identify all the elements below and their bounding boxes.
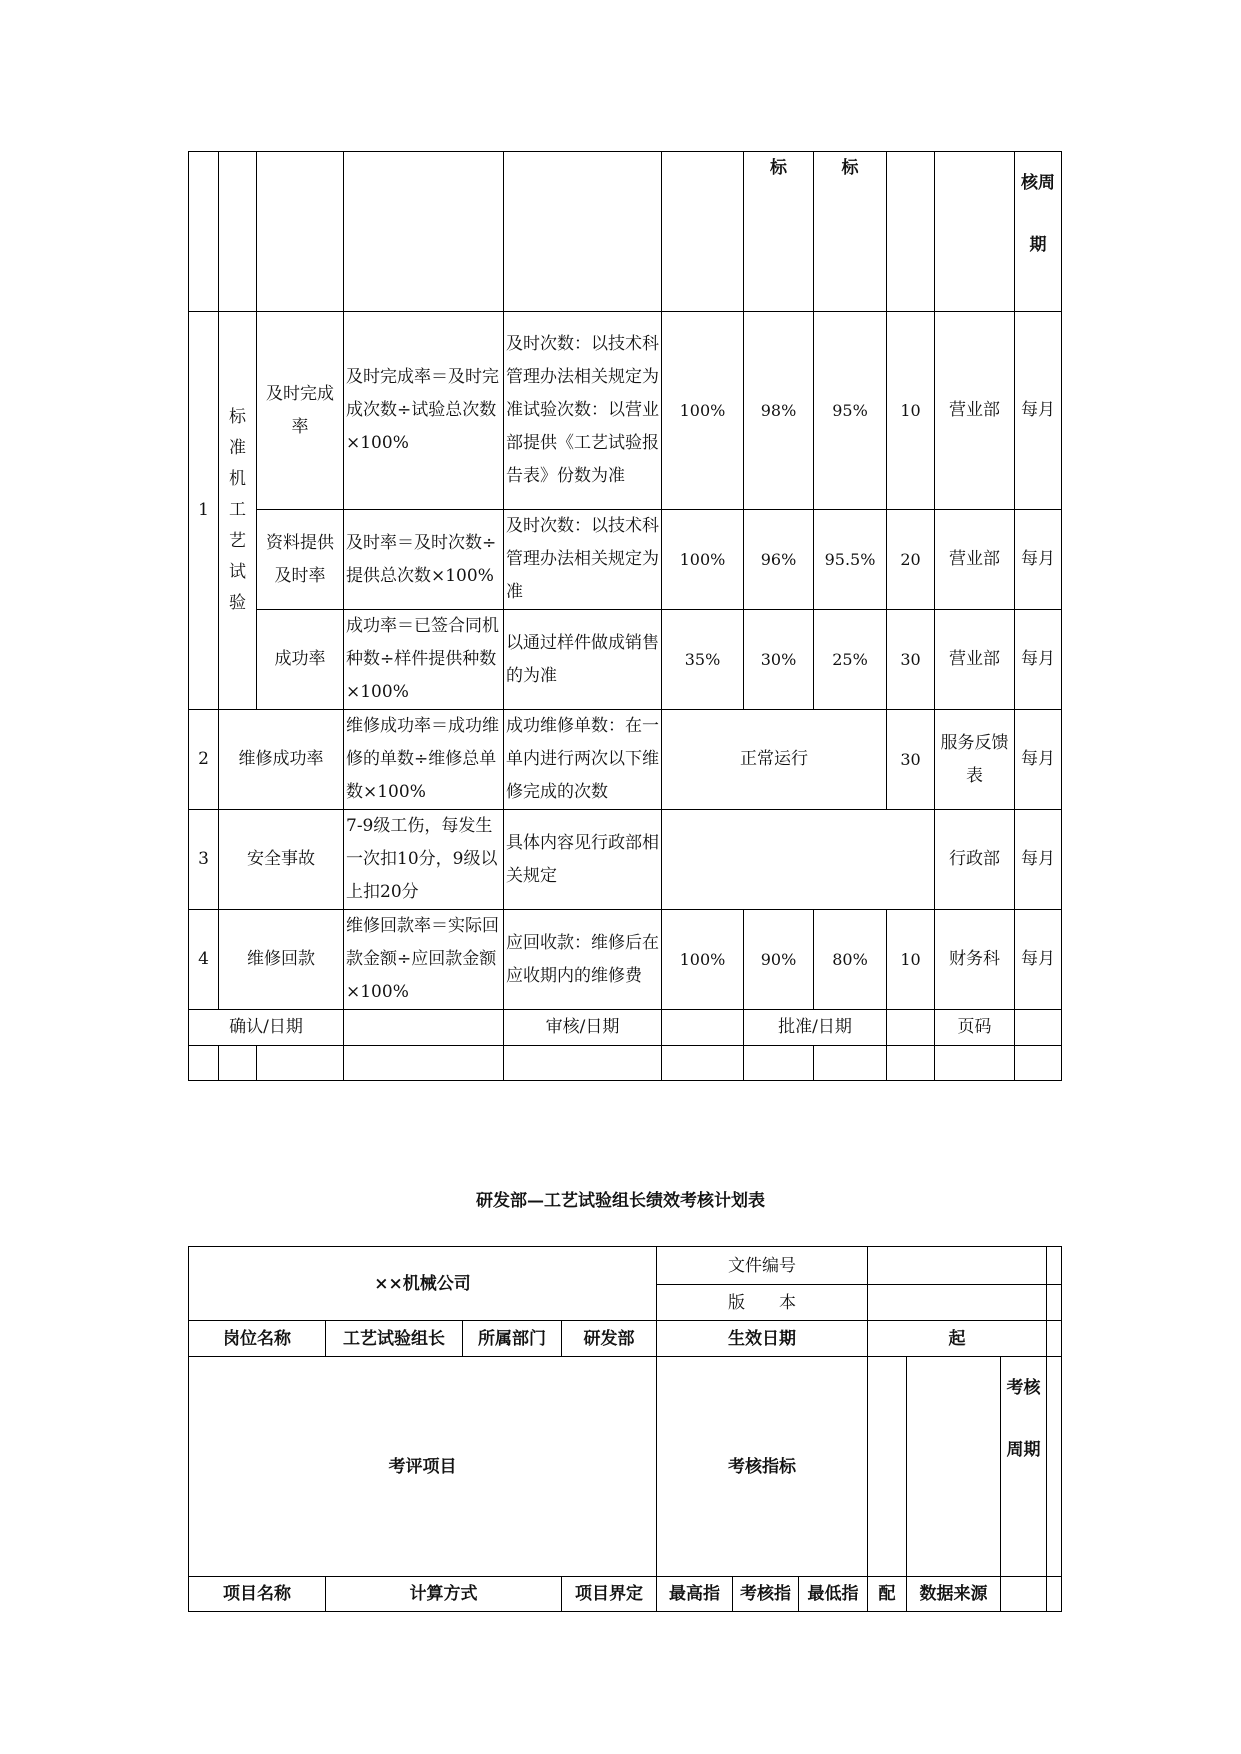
- version-value: [868, 1285, 1047, 1321]
- header-cell: [935, 152, 1015, 312]
- target-indicator: 90%: [744, 910, 814, 1010]
- review-date-label: 审核/日期: [504, 1010, 662, 1046]
- doc-number-label: 文件编号: [657, 1247, 868, 1285]
- row-number: 1: [189, 312, 219, 710]
- data-source: 财务科: [935, 910, 1015, 1010]
- edge-cell: [1047, 1321, 1062, 1357]
- edge-cell: [1047, 1577, 1062, 1612]
- period: 每月: [1015, 910, 1062, 1010]
- signature-cell: [814, 1046, 887, 1081]
- weight-header: [868, 1357, 907, 1577]
- header-cell: [344, 152, 504, 312]
- weight: 20: [887, 510, 935, 610]
- calc-formula: 7-9级工伤，每发生一次扣10分，9级以上扣20分: [344, 810, 504, 910]
- sub-header-target: 考核指: [733, 1577, 799, 1612]
- header-period-label: 核周期: [1015, 152, 1062, 312]
- data-source: 营业部: [935, 510, 1015, 610]
- weight: 10: [887, 312, 935, 510]
- period: 每月: [1015, 810, 1062, 910]
- min-indicator: 80%: [814, 910, 887, 1010]
- indicator-note: 正常运行: [662, 710, 887, 810]
- edge-cell: [1047, 1285, 1062, 1321]
- signature-cell: [189, 1046, 219, 1081]
- header-cell: [219, 152, 257, 312]
- weight: 30: [887, 610, 935, 710]
- approve-date-value: [887, 1010, 935, 1046]
- sub-header-definition: 项目界定: [562, 1577, 657, 1612]
- company-name: ××机械公司: [189, 1247, 657, 1321]
- header-min-label: 标: [814, 152, 887, 312]
- effective-date-value: 起: [868, 1321, 1047, 1357]
- page-label: 页码: [935, 1010, 1015, 1046]
- kpi-plan-table: [188, 1246, 1062, 1612]
- signature-cell: [344, 1046, 504, 1081]
- signature-cell: [744, 1046, 814, 1081]
- position-value: 工艺试验组长: [326, 1321, 463, 1357]
- signature-cell: [1015, 1046, 1062, 1081]
- max-indicator: 100%: [662, 510, 744, 610]
- header-cell: [504, 152, 662, 312]
- row-number: 3: [189, 810, 219, 910]
- data-source: 行政部: [935, 810, 1015, 910]
- header-cell: [887, 152, 935, 312]
- department-value: 研发部: [562, 1321, 657, 1357]
- signature-cell: [935, 1046, 1015, 1081]
- period: 每月: [1015, 610, 1062, 710]
- min-indicator: 25%: [814, 610, 887, 710]
- sub-header-name: 项目名称: [189, 1577, 326, 1612]
- edge-cell: [1047, 1247, 1062, 1285]
- target-indicator: 30%: [744, 610, 814, 710]
- max-indicator: 100%: [662, 910, 744, 1010]
- period: 每月: [1015, 710, 1062, 810]
- item-name: 维修成功率: [219, 710, 344, 810]
- signature-cell: [887, 1046, 935, 1081]
- source-header: [907, 1357, 1001, 1577]
- signature-cell: [504, 1046, 662, 1081]
- item-name: 成功率: [257, 610, 344, 710]
- edge-cell: [1047, 1357, 1062, 1577]
- approve-date-label: 批准/日期: [744, 1010, 887, 1046]
- indicator-empty: [662, 810, 935, 910]
- effective-date-label: 生效日期: [657, 1321, 868, 1357]
- page-value: [1015, 1010, 1062, 1046]
- calc-formula: 维修成功率＝成功维修的单数÷维修总单数×100%: [344, 710, 504, 810]
- item-name: 及时完成率: [257, 312, 344, 510]
- weight: 10: [887, 910, 935, 1010]
- eval-items-header: 考评项目: [189, 1357, 657, 1577]
- sub-header-max: 最高指: [657, 1577, 733, 1612]
- calc-formula: 及时率＝及时次数÷提供总次数×100%: [344, 510, 504, 610]
- weight: 30: [887, 710, 935, 810]
- data-source: 营业部: [935, 312, 1015, 510]
- item-definition: 以通过样件做成销售的为准: [504, 610, 662, 710]
- sub-header-formula: 计算方式: [326, 1577, 562, 1612]
- header-target-label: 标: [744, 152, 814, 312]
- indicators-header: 考核指标: [657, 1357, 868, 1577]
- calc-formula: 及时完成率＝及时完成次数÷试验总次数×100%: [344, 312, 504, 510]
- sub-header-min: 最低指: [799, 1577, 868, 1612]
- signature-cell: [219, 1046, 257, 1081]
- item-definition: 应回收款：维修后在应收期内的维修费: [504, 910, 662, 1010]
- department-label: 所属部门: [463, 1321, 562, 1357]
- doc-number-value: [868, 1247, 1047, 1285]
- item-name: 安全事故: [219, 810, 344, 910]
- item-definition: 具体内容见行政部相关规定: [504, 810, 662, 910]
- data-source: 服务反馈表: [935, 710, 1015, 810]
- target-indicator: 98%: [744, 312, 814, 510]
- review-date-value: [662, 1010, 744, 1046]
- data-source: 营业部: [935, 610, 1015, 710]
- signature-cell: [257, 1046, 344, 1081]
- item-name: 维修回款: [219, 910, 344, 1010]
- calc-formula: 维修回款率＝实际回款金额÷应回款金额×100%: [344, 910, 504, 1010]
- max-indicator: 35%: [662, 610, 744, 710]
- item-definition: 及时次数：以技术科管理办法相关规定为准: [504, 510, 662, 610]
- position-label: 岗位名称: [189, 1321, 326, 1357]
- max-indicator: 100%: [662, 312, 744, 510]
- version-label: 版 本: [657, 1285, 868, 1321]
- confirm-date-value: [344, 1010, 504, 1046]
- sub-header-source: 数据来源: [907, 1577, 1001, 1612]
- sub-header-blank: [1001, 1577, 1047, 1612]
- min-indicator: 95.5%: [814, 510, 887, 610]
- period: 每月: [1015, 510, 1062, 610]
- target-indicator: 96%: [744, 510, 814, 610]
- group-name: 标准机工艺试验: [219, 312, 257, 710]
- row-number: 2: [189, 710, 219, 810]
- item-name: 资料提供及时率: [257, 510, 344, 610]
- item-definition: 及时次数：以技术科管理办法相关规定为准试验次数：以营业部提供《工艺试验报告表》份数为准: [504, 312, 662, 510]
- page-title: 研发部—工艺试验组长绩效考核计划表: [476, 1191, 765, 1211]
- confirm-date-label: 确认/日期: [189, 1010, 344, 1046]
- header-cell: [189, 152, 219, 312]
- period-header: 考核周期: [1001, 1357, 1047, 1577]
- min-indicator: 95%: [814, 312, 887, 510]
- header-cell: [257, 152, 344, 312]
- calc-formula: 成功率＝已签合同机种数÷样件提供种数×100%: [344, 610, 504, 710]
- row-number: 4: [189, 910, 219, 1010]
- kpi-table-continued: [188, 151, 1062, 1081]
- period: 每月: [1015, 312, 1062, 510]
- header-cell: [662, 152, 744, 312]
- signature-cell: [662, 1046, 744, 1081]
- sub-header-weight: 配: [868, 1577, 907, 1612]
- item-definition: 成功维修单数：在一单内进行两次以下维修完成的次数: [504, 710, 662, 810]
